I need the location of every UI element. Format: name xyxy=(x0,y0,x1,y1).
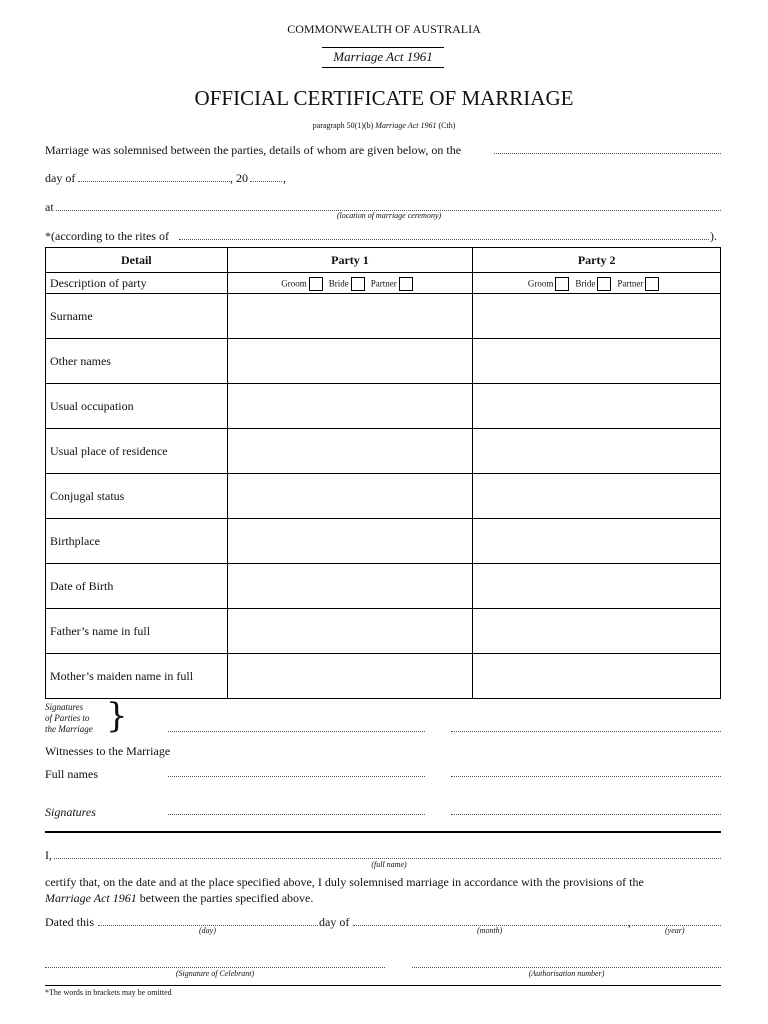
parties-signature-line-1: Signatures xyxy=(45,702,84,712)
party1-date-of-birth-cell[interactable] xyxy=(227,564,473,609)
row-label-date-of-birth: Date of Birth xyxy=(46,564,228,609)
solemnised-statement: Marriage was solemnised between the parties, details of whom are given below, on the xyxy=(45,143,462,157)
full-names-label: Full names xyxy=(45,767,98,781)
certification-act: Marriage Act 1961 xyxy=(45,891,137,905)
bride-label: Bride xyxy=(328,278,349,289)
act-name: Marriage Act 1961 xyxy=(333,49,433,64)
party2-other-names-cell[interactable] xyxy=(473,339,721,384)
party1-other-names-cell[interactable] xyxy=(227,339,473,384)
party2-description xyxy=(473,273,721,294)
party1-signature-field[interactable] xyxy=(168,731,425,732)
authorisation-caption: (Authorisation number) xyxy=(528,969,605,978)
groom-label: Groom xyxy=(281,278,307,289)
month-caption: (month) xyxy=(477,926,503,935)
date-field[interactable] xyxy=(494,153,721,154)
certificate-title: OFFICIAL CERTIFICATE OF MARRIAGE xyxy=(194,86,574,110)
year-prefix: , 20 xyxy=(230,171,248,185)
dated-this-label: Dated this xyxy=(45,915,94,929)
bride-label: Bride xyxy=(575,278,596,289)
parties-signature-label xyxy=(45,702,93,735)
celebrant-i-label: I, xyxy=(45,848,52,862)
paragraph-prefix: paragraph 50(1)(b) xyxy=(312,121,376,130)
row-label-other-names: Other names xyxy=(46,339,228,384)
full-name-caption: (full name) xyxy=(371,860,407,869)
authorisation-number-field[interactable] xyxy=(412,967,721,968)
party-details-table xyxy=(45,247,721,699)
celebrant-signature-field[interactable] xyxy=(45,967,385,968)
rites-field[interactable] xyxy=(179,239,709,240)
dated-day-of-label: day of xyxy=(319,915,350,929)
row-label-birthplace: Birthplace xyxy=(46,519,228,564)
party2-conjugal-status-cell[interactable] xyxy=(473,474,721,519)
row-label-father-name: Father’s name in full xyxy=(46,609,228,654)
location-caption: (location of marriage ceremony) xyxy=(336,211,442,220)
certification-text-2 xyxy=(45,891,313,906)
party2-father-name-cell[interactable] xyxy=(473,609,721,654)
footer-rule xyxy=(45,985,721,986)
day-caption: (day) xyxy=(199,926,216,935)
partner-label: Partner xyxy=(370,278,397,289)
witness1-name-field[interactable] xyxy=(168,776,425,777)
party1-occupation-cell[interactable] xyxy=(227,384,473,429)
witness2-signature-field[interactable] xyxy=(451,814,721,815)
at-label: at xyxy=(45,200,54,214)
witness2-name-field[interactable] xyxy=(451,776,721,777)
party2-signature-field[interactable] xyxy=(451,731,721,732)
year-suffix: , xyxy=(283,171,286,185)
party1-partner-checkbox[interactable] xyxy=(399,277,413,291)
groom-label: Groom xyxy=(527,278,554,289)
paragraph-reference xyxy=(0,121,768,130)
certification-text-rest: between the parties specified above. xyxy=(136,891,314,905)
party2-date-of-birth-cell[interactable] xyxy=(473,564,721,609)
country-heading: COMMONWEALTH OF AUSTRALIA xyxy=(287,22,481,36)
party1-surname-cell[interactable] xyxy=(227,294,473,339)
rites-label: *(according to the rites of xyxy=(45,229,169,243)
party2-partner-checkbox[interactable] xyxy=(645,277,659,291)
partner-label: Partner xyxy=(617,278,644,289)
parties-signature-line-2: of Parties to xyxy=(45,713,90,723)
month-field[interactable] xyxy=(78,181,230,182)
witnesses-heading: Witnesses to the Marriage xyxy=(45,744,171,758)
party2-bride-checkbox[interactable] xyxy=(597,277,611,291)
rites-close: ). xyxy=(710,229,717,243)
celebrant-name-field[interactable] xyxy=(54,858,721,859)
parties-signature-line-3: the Marriage xyxy=(45,724,93,734)
party2-header: Party 2 xyxy=(473,248,721,273)
paragraph-act: Marriage Act 1961 xyxy=(375,121,437,130)
description-label: Description of party xyxy=(46,273,228,294)
act-subheading xyxy=(322,47,444,68)
year-field[interactable] xyxy=(250,181,282,182)
party1-residence-cell[interactable] xyxy=(227,429,473,474)
section-divider xyxy=(45,831,721,833)
party1-groom-checkbox[interactable] xyxy=(309,277,323,291)
day-of-label: day of xyxy=(45,171,76,185)
row-label-occupation: Usual occupation xyxy=(46,384,228,429)
party2-surname-cell[interactable] xyxy=(473,294,721,339)
party2-residence-cell[interactable] xyxy=(473,429,721,474)
witness-signatures-label: Signatures xyxy=(45,805,96,819)
party1-conjugal-status-cell[interactable] xyxy=(227,474,473,519)
party1-header: Party 1 xyxy=(227,248,473,273)
celebrant-signature-caption: (Signature of Celebrant) xyxy=(175,969,255,978)
dated-comma: , xyxy=(628,915,631,929)
party1-father-name-cell[interactable] xyxy=(227,609,473,654)
party1-birthplace-cell[interactable] xyxy=(227,519,473,564)
party2-birthplace-cell[interactable] xyxy=(473,519,721,564)
party1-description xyxy=(227,273,473,294)
party2-mother-maiden-name-cell[interactable] xyxy=(473,654,721,699)
row-label-mother-maiden-name: Mother’s maiden name in full xyxy=(46,654,228,699)
witness1-signature-field[interactable] xyxy=(168,814,425,815)
certification-text: certify that, on the date and at the place specified above, I duly solemnised marriage in accordance with the provisions of the xyxy=(45,875,644,889)
party1-bride-checkbox[interactable] xyxy=(351,277,365,291)
party1-mother-maiden-name-cell[interactable] xyxy=(227,654,473,699)
detail-header: Detail xyxy=(46,248,228,273)
paragraph-suffix: (Cth) xyxy=(436,121,456,130)
row-label-surname: Surname xyxy=(46,294,228,339)
party2-occupation-cell[interactable] xyxy=(473,384,721,429)
footnote: *The words in brackets may be omitted xyxy=(45,988,172,997)
party2-groom-checkbox[interactable] xyxy=(555,277,569,291)
row-label-conjugal-status: Conjugal status xyxy=(46,474,228,519)
brace-icon: } xyxy=(106,696,128,736)
year-caption: (year) xyxy=(665,926,685,935)
row-label-residence: Usual place of residence xyxy=(46,429,228,474)
